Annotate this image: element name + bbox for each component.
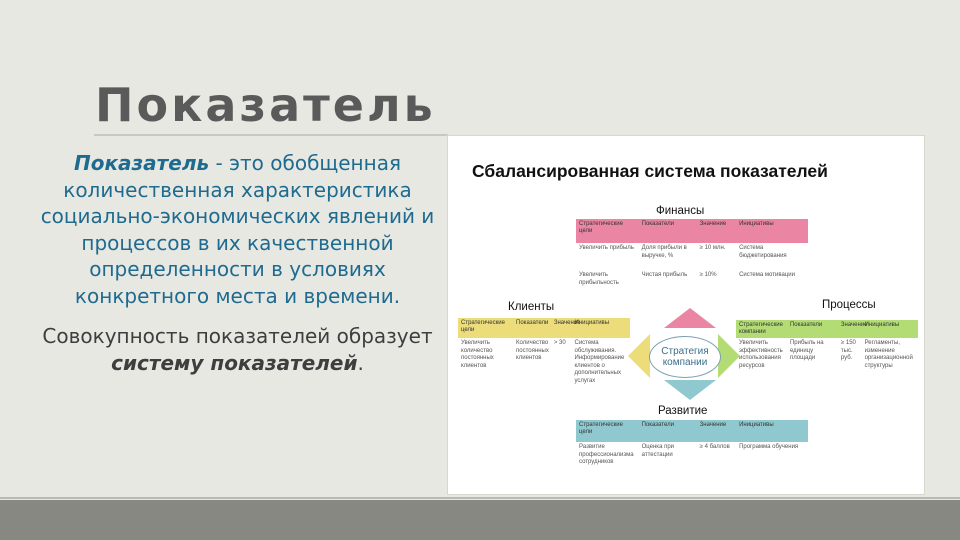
- finance-table-cell: Доля прибыли в выручке, %: [641, 245, 687, 259]
- summary-emphasis: систему показателей: [111, 350, 358, 375]
- finance-table-cell: ≥ 10%: [699, 272, 717, 278]
- finance-table: [576, 219, 808, 295]
- processes-table-header: [736, 320, 918, 338]
- title-divider: [94, 134, 448, 136]
- finance-label: Финансы: [656, 205, 705, 217]
- definition-term: Показатель: [74, 151, 210, 175]
- finance-table-cell: Увеличить прибыль: [579, 245, 634, 251]
- development-arrow-shape: [664, 380, 716, 400]
- summary-prefix: Совокупность показателей образует: [42, 324, 433, 348]
- finance-header-cell: Значение: [699, 221, 727, 227]
- bsc-figure: [447, 135, 925, 495]
- processes-header-cell: Стратегические компании: [739, 322, 783, 335]
- finance-arrow-shape: [664, 308, 716, 328]
- development-table: [576, 420, 808, 486]
- processes-arrow-shape: [718, 334, 740, 378]
- finance-table-header: [576, 219, 808, 243]
- left-text-block: [40, 150, 435, 376]
- development-header-cell: Показатели: [641, 422, 674, 428]
- clients-header-cell: Инициативы: [574, 320, 610, 326]
- footer-divider: [0, 497, 960, 499]
- finance-header-cell: Показатели: [641, 221, 674, 227]
- development-table-cell: Программа обучения: [739, 444, 799, 450]
- processes-label: Процессы: [822, 299, 876, 311]
- strategy-label-line2: компании: [662, 357, 708, 368]
- clients-table-header: [458, 318, 630, 338]
- processes-table-cell: Регламенты, изменение организационной структуры: [864, 340, 913, 369]
- strategy-label-line1: Стратегия: [661, 346, 709, 357]
- finance-table-row: [576, 243, 808, 270]
- finance-header-cell: Стратегические цели: [579, 221, 623, 234]
- processes-table: [736, 320, 918, 400]
- clients-label: Клиенты: [508, 301, 555, 313]
- clients-table-cell: Количество постоянных клиентов: [516, 340, 549, 361]
- processes-header-cell: Показатели: [789, 322, 823, 328]
- development-table-cell: ≥ 4 баллов: [699, 444, 730, 450]
- figure-title: Сбалансированная система показателей: [472, 161, 828, 181]
- strategy-oval: [649, 336, 721, 378]
- processes-table-cell: Прибыль на единицу площади: [789, 340, 824, 361]
- development-header-cell: Стратегические цели: [579, 422, 623, 435]
- clients-arrow-shape: [628, 334, 650, 378]
- finance-table-cell: Увеличить прибыльность: [579, 272, 619, 286]
- summary-paragraph: [40, 323, 435, 376]
- clients-table-row: [458, 338, 630, 396]
- processes-header-cell: Инициативы: [864, 322, 900, 328]
- summary-suffix: .: [357, 350, 364, 375]
- development-table-row: [576, 442, 808, 484]
- finance-table-cell: Система бюджетирования: [739, 245, 787, 259]
- processes-header-cell: Значение: [840, 322, 868, 328]
- slide-title: Показатель: [95, 78, 436, 132]
- definition-paragraph: [40, 150, 435, 309]
- finance-header-cell: Инициативы: [739, 221, 774, 227]
- clients-header-cell: Стратегические цели: [461, 320, 505, 333]
- processes-table-row: [736, 338, 918, 398]
- finance-table-row: [576, 270, 808, 297]
- development-header-cell: Инициативы: [739, 422, 774, 428]
- finance-table-cell: Чистая прибыль: [641, 272, 688, 278]
- clients-header-cell: Значение: [553, 320, 581, 326]
- development-label: Развитие: [658, 405, 708, 417]
- development-table-cell: Развитие профессионализма сотрудников: [579, 444, 634, 465]
- processes-table-cell: ≥ 150 тыс. руб.: [840, 340, 856, 361]
- development-header-cell: Значение: [699, 422, 727, 428]
- definition-text: - это обобщенная количественная характеристика социально-экономических явлений и процессов в их качественной определенности в условиях конкретного места и времени.: [40, 151, 435, 308]
- clients-table-cell: > 30: [553, 340, 566, 346]
- processes-table-cell: Увеличить эффективность использования ресурсов: [739, 340, 783, 369]
- finance-table-cell: ≥ 10 млн.: [699, 245, 726, 251]
- finance-table-cell: Система мотивации: [739, 272, 795, 278]
- development-table-header: [576, 420, 808, 442]
- footer-bar: [0, 500, 960, 540]
- clients-table: [458, 318, 630, 398]
- clients-table-cell: Система обслуживания. Информирование клиентов о дополнительных услугах: [574, 340, 625, 384]
- development-table-cell: Оценка при аттестации: [641, 444, 675, 458]
- clients-table-cell: Увеличить количество постоянных клиентов: [461, 340, 494, 369]
- clients-header-cell: Показатели: [516, 320, 549, 326]
